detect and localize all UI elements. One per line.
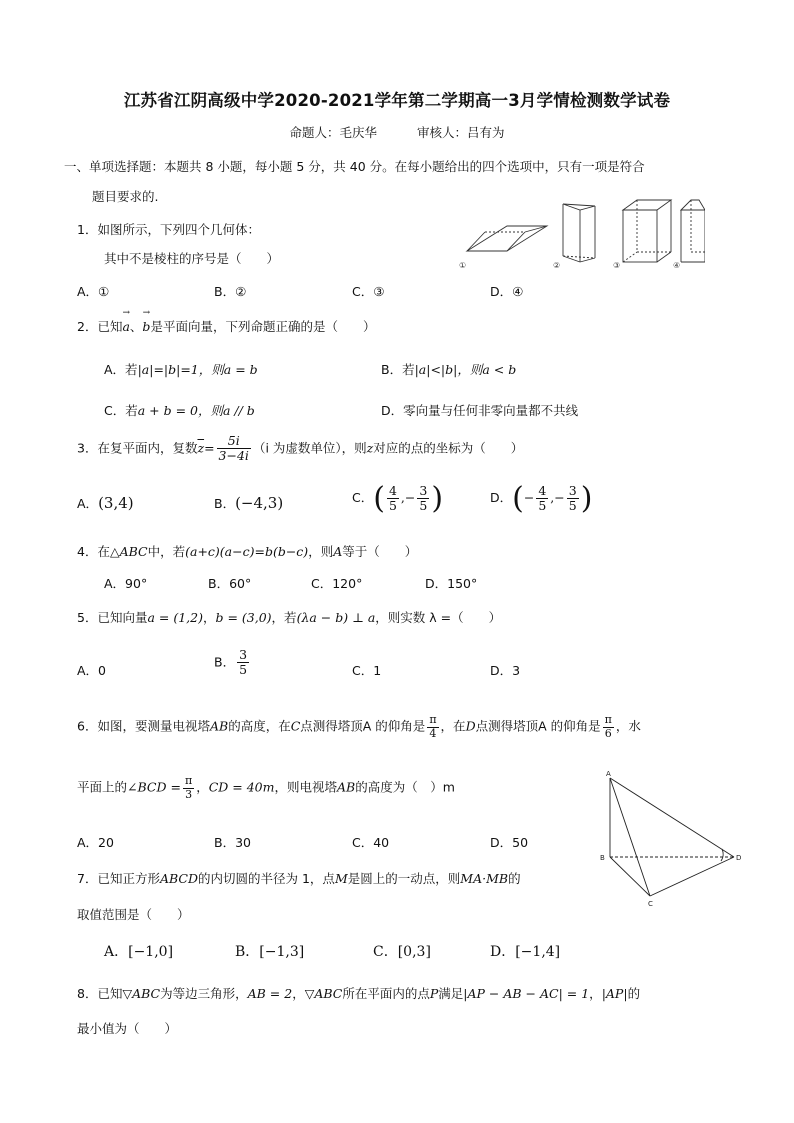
q6-figure: [598, 768, 748, 908]
section-heading: 一、单项选择题：本题共 8 小题，每小题 5 分，共 40 分。在每小题给出的四个选项中，只有一项是符合: [64, 159, 645, 174]
authors-line: [0, 123, 794, 141]
q1-option-a: A．①: [77, 284, 110, 299]
q3-stem: 3．在复平面内，复数$\overline{z}=$ $\frac{5i}{3-4i}$ （i 为虚数单位），则z对应的点的坐标为（ ）: [77, 433, 524, 464]
q7-option-b: B．[−1,3]: [235, 944, 305, 960]
q3-option-c: C．( $\frac{4}{5}$ ,− $\frac{3}{5}$ ): [352, 481, 444, 516]
q2-option-c: C．若a + b = 0，则a // b: [104, 403, 255, 418]
section-heading-cont: 题目要求的.: [92, 189, 159, 204]
q8-stem-line1: 8．已知▽ABC为等边三角形，AB = 2，▽ABC所在平面内的点P满足|AP − AB − AC| = 1，|AP|的: [77, 986, 641, 1001]
q5-option-a: A．0: [77, 663, 107, 678]
q1-sub: 其中不是棱柱的序号是（ ）: [104, 251, 280, 266]
q6-fig-b: B: [600, 854, 605, 862]
q7-option-d: D．[−1,4]: [490, 944, 561, 960]
q1-fig-label-3: ③: [613, 261, 621, 270]
q4-option-b: B．60°: [208, 576, 252, 591]
q6-stem-line1: 6．如图，要测量电视塔AB的高度，在C点测得塔顶A 的仰角是 $\frac{\pi}{4}$ ，在D点测得塔顶A 的仰角是 $\frac{\pi}{6}$ ，水: [77, 713, 641, 740]
q1-fig-label-4: ④: [673, 261, 681, 270]
vector-a: → a: [122, 319, 129, 334]
q2-option-b: B．若|a|<|b|，则a < b: [381, 362, 517, 377]
q2-option-a: A．若|a|=|b|=1，则a = b: [104, 362, 258, 377]
q4-stem: 4．在△ABC中，若(a+c)(a−c)=b(b−c)，则A等于（ ）: [77, 544, 418, 559]
q5-option-c: C．1: [352, 663, 382, 678]
q1-option-c: C．③: [352, 284, 385, 299]
author: 命题人：毛庆华: [289, 125, 377, 140]
q3-option-b: B．(−4,3): [214, 494, 284, 512]
q6-option-b: B．30: [214, 835, 251, 850]
reviewer: 审核人：吕有为: [417, 125, 505, 140]
q5-option-b: B． $\frac{3}{5}$: [214, 647, 248, 678]
q6-stem-line2: 平面上的∠BCD = $\frac{\pi}{3}$ ，CD = 40m，则电视塔AB的高度为（ ）m: [77, 774, 455, 801]
q7-stem-line1: 7．已知正方形ABCD的内切圆的半径为 1，点M是圆上的一动点，则MA·MB的: [77, 871, 521, 886]
q2-option-d: D．零向量与任何非零向量都不共线: [381, 403, 579, 418]
q3-option-a: A．(3,4): [77, 494, 134, 512]
q7-option-c: C．[0,3]: [373, 944, 431, 960]
q6-fig-d: D: [736, 854, 742, 862]
q4-option-d: D．150°: [425, 576, 478, 591]
q2-stem: 2．已知→ a、→ b是平面向量，下列命题正确的是（ ）: [77, 317, 375, 335]
q6-option-d: D．50: [490, 835, 529, 850]
q6-option-c: C．40: [352, 835, 390, 850]
q3-option-d: D．(− $\frac{4}{5}$ ,− $\frac{3}{5}$ ): [490, 481, 593, 516]
q1-fig-label-1: ①: [459, 261, 467, 270]
q3-fraction: $\frac{5i}{3-4i}$: [218, 433, 249, 464]
q6-fig-c: C: [648, 900, 653, 908]
q1-figure: [455, 196, 705, 272]
q5-stem: 5．已知向量a = (1,2)，b = (3,0)，若(λa − b) ⊥ a，则实数 λ =（ ）: [77, 610, 502, 625]
q6-option-a: A．20: [77, 835, 114, 850]
q1-option-b: B．②: [214, 284, 247, 299]
q1-option-d: D．④: [490, 284, 524, 299]
q7-stem-line2: 取值范围是（ ）: [77, 907, 190, 922]
q8-stem-line2: 最小值为（ ）: [77, 1021, 178, 1036]
vector-b: → b: [142, 319, 150, 334]
page-title: 江苏省江阴高级中学2020-2021学年第二学期高一3月学情检测数学试卷: [123, 91, 671, 110]
q1-fig-label-2: ②: [553, 261, 561, 270]
q5-option-d: D．3: [490, 663, 521, 678]
q7-option-a: A．[−1,0]: [104, 944, 174, 960]
q4-option-c: C．120°: [311, 576, 363, 591]
q4-option-a: A．90°: [104, 576, 148, 591]
q6-fig-a: A: [606, 770, 611, 778]
q1-stem: 1．如图所示，下列四个几何体：: [77, 222, 260, 237]
